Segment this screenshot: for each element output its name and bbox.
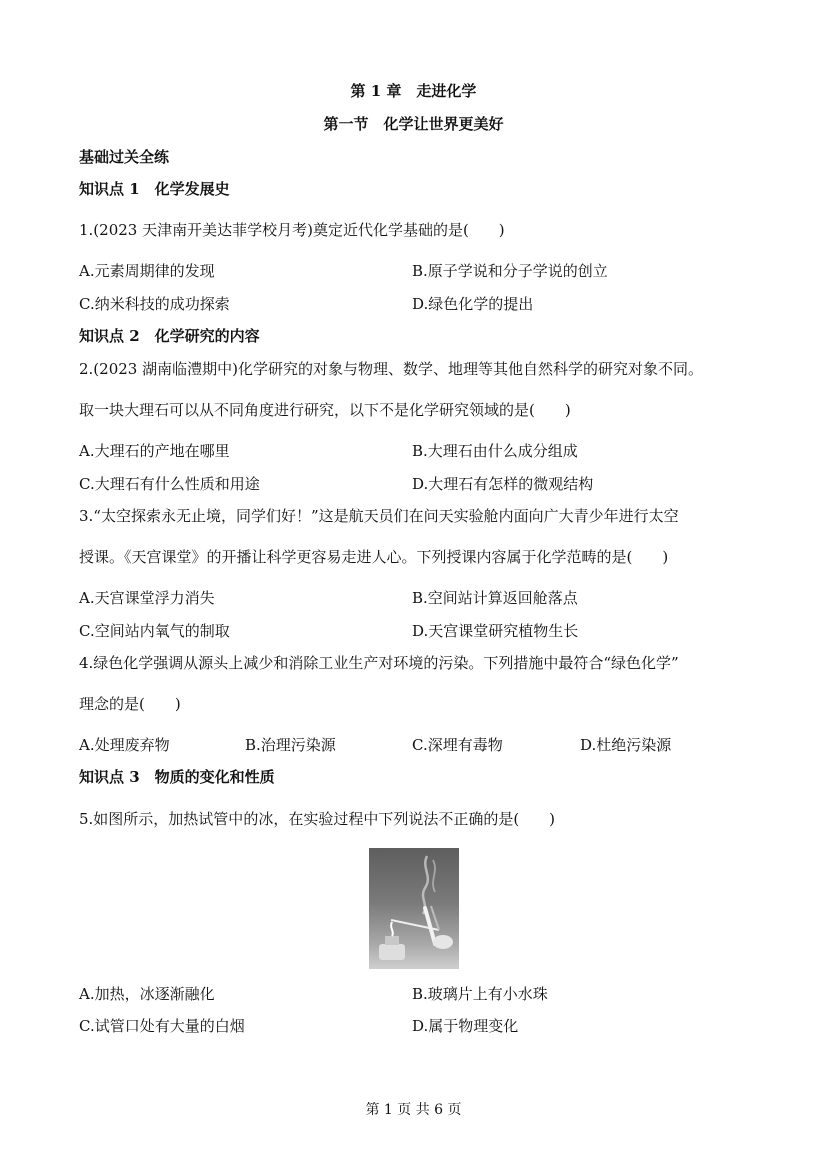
- question-5-stem: 5.如图所示，加热试管中的冰，在实验过程中下列说法不正确的是( ): [79, 810, 556, 828]
- question-1-option-c: C.纳米科技的成功探索: [79, 295, 230, 313]
- question-1-option-a: A.元素周期律的发现: [79, 262, 215, 280]
- question-5-option-d: D.属于物理变化: [412, 1017, 519, 1035]
- question-4-option-c: C.深埋有毒物: [412, 736, 503, 754]
- knowledge-point-3-title: 知识点 3 物质的变化和性质: [79, 768, 275, 786]
- question-4-stem-line2: 理念的是( ): [79, 695, 181, 713]
- heating-test-tube-illustration: [369, 848, 459, 969]
- section-title: 第一节 化学让世界更美好: [323, 115, 504, 133]
- question-1-option-d: D.绿色化学的提出: [412, 295, 534, 313]
- question-4-option-b: B.治理污染源: [245, 736, 336, 754]
- question-2-option-c: C.大理石有什么性质和用途: [79, 475, 260, 493]
- question-3-stem-line1: 3.“太空探索永无止境，同学们好！”这是航天员们在问天实验舱内面向广大青少年进行太空: [79, 507, 679, 525]
- question-4-stem-line1: 4.绿色化学强调从源头上减少和消除工业生产对环境的污染。下列措施中最符合“绿色化学”: [79, 654, 679, 672]
- question-1-stem: 1.(2023 天津南开美达菲学校月考)奠定近代化学基础的是( ): [79, 221, 505, 239]
- knowledge-point-2-title: 知识点 2 化学研究的内容: [79, 327, 260, 345]
- question-5-option-b: B.玻璃片上有小水珠: [412, 985, 548, 1003]
- question-4-option-a: A.处理废弃物: [79, 736, 170, 754]
- part-title: 基础过关全练: [79, 148, 170, 166]
- question-2-option-a: A.大理石的产地在哪里: [79, 442, 230, 460]
- knowledge-point-1-title: 知识点 1 化学发展史: [79, 180, 230, 198]
- question-2-option-b: B.大理石由什么成分组成: [412, 442, 578, 460]
- question-4-option-d: D.杜绝污染源: [580, 736, 672, 754]
- question-2-option-d: D.大理石有怎样的微观结构: [412, 475, 594, 493]
- question-3-option-a: A.天宫课堂浮力消失: [79, 589, 215, 607]
- question-3-option-d: D.天宫课堂研究植物生长: [412, 622, 579, 640]
- page-number-footer: 第 1 页 共 6 页: [365, 1102, 462, 1118]
- question-1-option-b: B.原子学说和分子学说的创立: [412, 262, 608, 280]
- question-5-option-c: C.试管口处有大量的白烟: [79, 1017, 245, 1035]
- question-2-stem-line2: 取一块大理石可以从不同角度进行研究，以下不是化学研究领域的是( ): [79, 401, 571, 419]
- question-3-option-b: B.空间站计算返回舱落点: [412, 589, 578, 607]
- question-5-option-a: A.加热，冰逐渐融化: [79, 985, 215, 1003]
- question-3-stem-line2: 授课。《天宫课堂》的开播让科学更容易走进人心。下列授课内容属于化学范畴的是( ): [79, 548, 669, 566]
- chapter-title: 第 1 章 走进化学: [350, 82, 477, 100]
- question-3-option-c: C.空间站内氧气的制取: [79, 622, 230, 640]
- question-2-stem-line1: 2.(2023 湖南临澧期中)化学研究的对象与物理、数学、地理等其他自然科学的研究对象不同。: [79, 360, 703, 378]
- experiment-photo: [369, 848, 459, 969]
